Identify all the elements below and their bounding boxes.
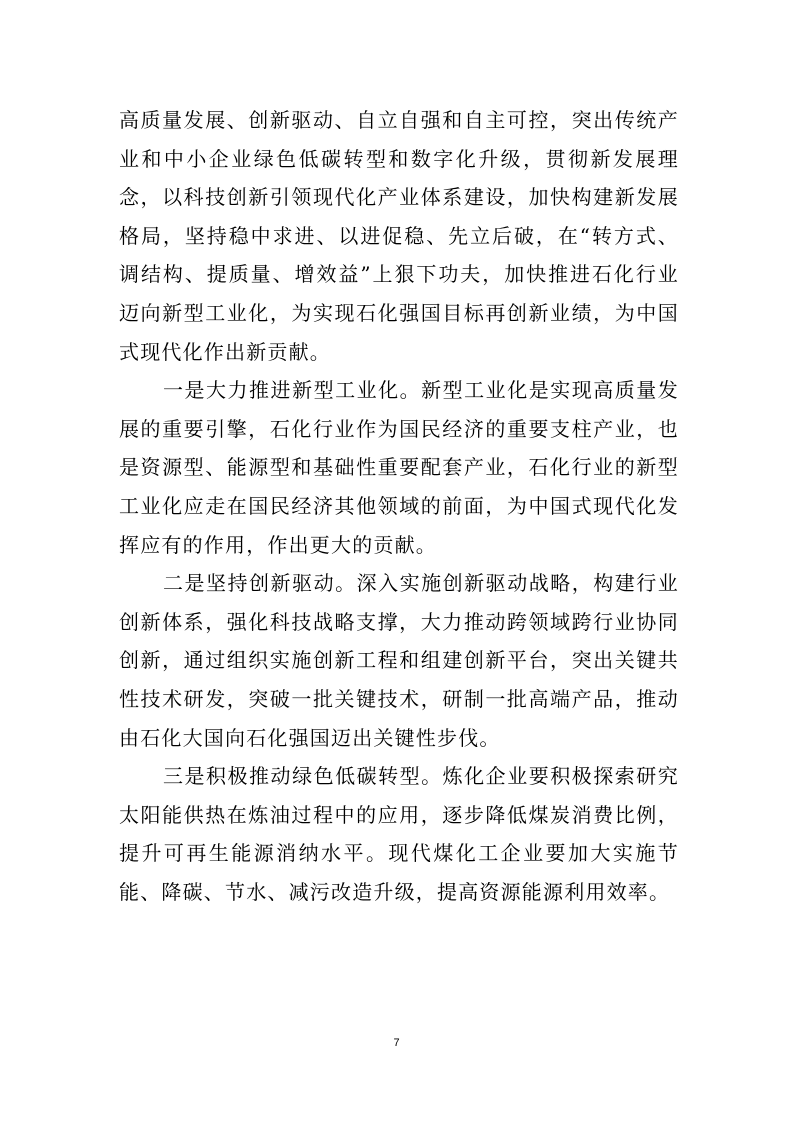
paragraph-new-industrialization: 一是大力推进新型工业化。新型工业化是实现高质量发展的重要引擎，石化行业作为国民经济的重要支柱产业，也是资源型、能源型和基础性重要配套产业，石化行业的新型工业化应走在国民经济其他领域的前面，为中国式现代化发挥应有的作用，作出更大的贡献。	[119, 378, 679, 557]
document-body	[119, 101, 679, 911]
paragraph-green-low-carbon: 三是积极推动绿色低碳转型。炼化企业要积极探索研究太阳能供热在炼油过程中的应用，逐步降低煤炭消费比例，提升可再生能源消纳水平。现代煤化工企业要加大实施节能、降碳、节水、减污改造升级，提高资源能源利用效率。	[119, 764, 679, 904]
page-number: 7	[393, 1037, 400, 1049]
paragraph-innovation-driven: 二是坚持创新驱动。深入实施创新驱动战略，构建行业创新体系，强化科技战略支撑，大力推动跨领域跨行业协同创新，通过组织实施创新工程和组建创新平台，突出关键共性技术研发，突破一批关键技术，研制一批高端产品，推动由石化大国向石化强国迈出关键性步伐。	[119, 571, 679, 750]
paragraph-continued: 高质量发展、创新驱动、自立自强和自主可控，突出传统产业和中小企业绿色低碳转型和数字化升级，贯彻新发展理念，以科技创新引领现代化产业体系建设，加快构建新发展格局，坚持稳中求进、以进促稳、先立后破，在“转方式、调结构、提质量、增效益”上狠下功夫，加快推进石化行业迈向新型工业化，为实现石化强国目标再创新业绩，为中国式现代化作出新贡献。	[119, 108, 679, 364]
